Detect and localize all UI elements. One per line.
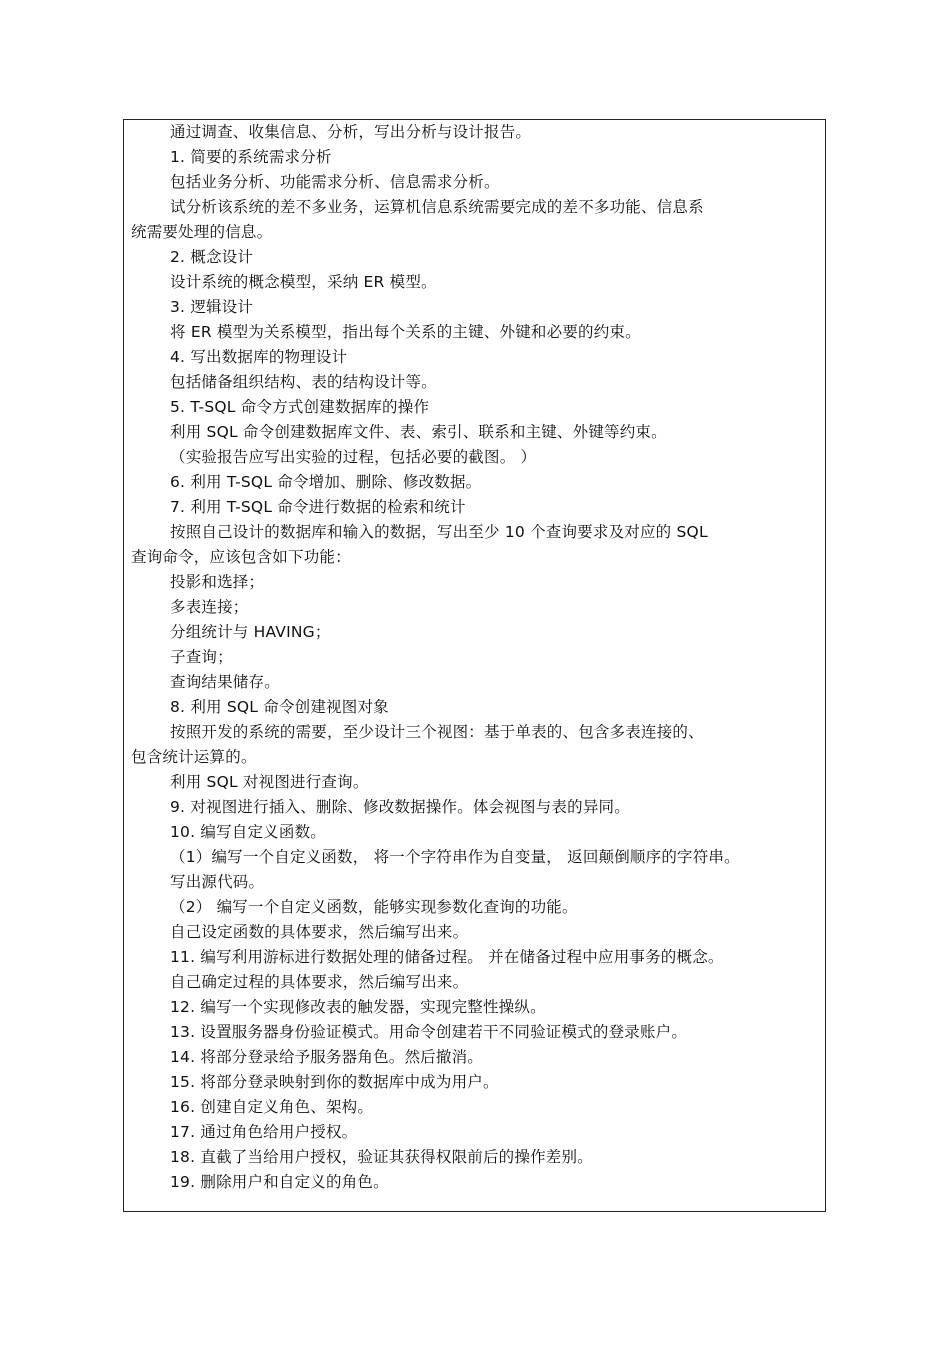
text-line: 1. 简要的系统需求分析 [170, 148, 332, 166]
text-line: 12. 编写一个实现修改表的触发器，实现完整性操纵。 [170, 998, 546, 1016]
text-line: 包括业务分析、功能需求分析、信息需求分析。 [170, 173, 500, 191]
text-line: 3. 逻辑设计 [170, 298, 254, 316]
text-line: 17. 通过角色给用户授权。 [170, 1123, 358, 1141]
text-line: 6. 利用 T-SQL 命令增加、删除、修改数据。 [170, 473, 482, 491]
text-line: 将 ER 模型为关系模型，指出每个关系的主键、外键和必要的约束。 [170, 323, 641, 341]
text-line: 包括储备组织结构、表的结构设计等。 [170, 373, 437, 391]
text-line: 统需要处理的信息。 [131, 223, 273, 241]
text-line: 利用 SQL 命令创建数据库文件、表、索引、联系和主键、外键等约束。 [170, 423, 667, 441]
text-line: 投影和选择； [170, 573, 265, 591]
text-line: 多表连接； [170, 598, 249, 616]
text-line: 设计系统的概念模型，采纳 ER 模型。 [170, 273, 437, 291]
text-line: 包含统计运算的。 [131, 748, 257, 766]
text-line: 16. 创建自定义角色、架构。 [170, 1098, 374, 1116]
text-line: 自己设定函数的具体要求，然后编写出来。 [170, 923, 469, 941]
text-line: 写出源代码。 [170, 873, 265, 891]
text-line: 13. 设置服务器身份验证模式。用命令创建若干不同验证模式的登录账户。 [170, 1023, 688, 1041]
text-line: 利用 SQL 对视图进行查询。 [170, 773, 369, 791]
text-line: 查询结果储存。 [170, 673, 280, 691]
text-line: （2） 编写一个自定义函数，能够实现参数化查询的功能。 [170, 898, 578, 916]
text-line: 15. 将部分登录映射到你的数据库中成为用户。 [170, 1073, 499, 1091]
text-line: 4. 写出数据库的物理设计 [170, 348, 348, 366]
text-line: 自己确定过程的具体要求，然后编写出来。 [170, 973, 469, 991]
text-line: 14. 将部分登录给予服务器角色。然后撤消。 [170, 1048, 483, 1066]
text-line: 2. 概念设计 [170, 248, 254, 266]
text-line: 分组统计与 HAVING； [170, 623, 331, 641]
text-line: 通过调查、收集信息、分析，写出分析与设计报告。 [170, 123, 532, 141]
text-line: 查询命令，应该包含如下功能： [131, 548, 351, 566]
text-line: 18. 直截了当给用户授权，验证其获得权限前后的操作差别。 [170, 1148, 593, 1166]
text-line: 试分析该系统的差不多业务，运算机信息系统需要完成的差不多功能、信息系 [170, 198, 704, 216]
text-line: 子查询； [170, 648, 233, 666]
text-line: （实验报告应写出实验的过程，包括必要的截图。 ） [170, 448, 537, 466]
content-table-cell [123, 119, 826, 1212]
text-line: 按照自己设计的数据库和输入的数据，写出至少 10 个查询要求及对应的 SQL [170, 523, 708, 541]
text-line: 按照开发的系统的需要，至少设计三个视图：基于单表的、包含多表连接的、 [170, 723, 704, 741]
text-line: （1）编写一个自定义函数， 将一个字符串作为自变量， 返回颠倒顺序的字符串。 [170, 848, 740, 866]
text-line: 10. 编写自定义函数。 [170, 823, 326, 841]
text-line: 7. 利用 T-SQL 命令进行数据的检索和统计 [170, 498, 466, 516]
text-line: 8. 利用 SQL 命令创建视图对象 [170, 698, 389, 716]
text-line: 19. 删除用户和自定义的角色。 [170, 1173, 389, 1191]
text-line: 9. 对视图进行插入、删除、修改数据操作。体会视图与表的异同。 [170, 798, 630, 816]
text-line: 11. 编写利用游标进行数据处理的储备过程。 并在储备过程中应用事务的概念。 [170, 948, 724, 966]
text-line: 5. T-SQL 命令方式创建数据库的操作 [170, 398, 430, 416]
